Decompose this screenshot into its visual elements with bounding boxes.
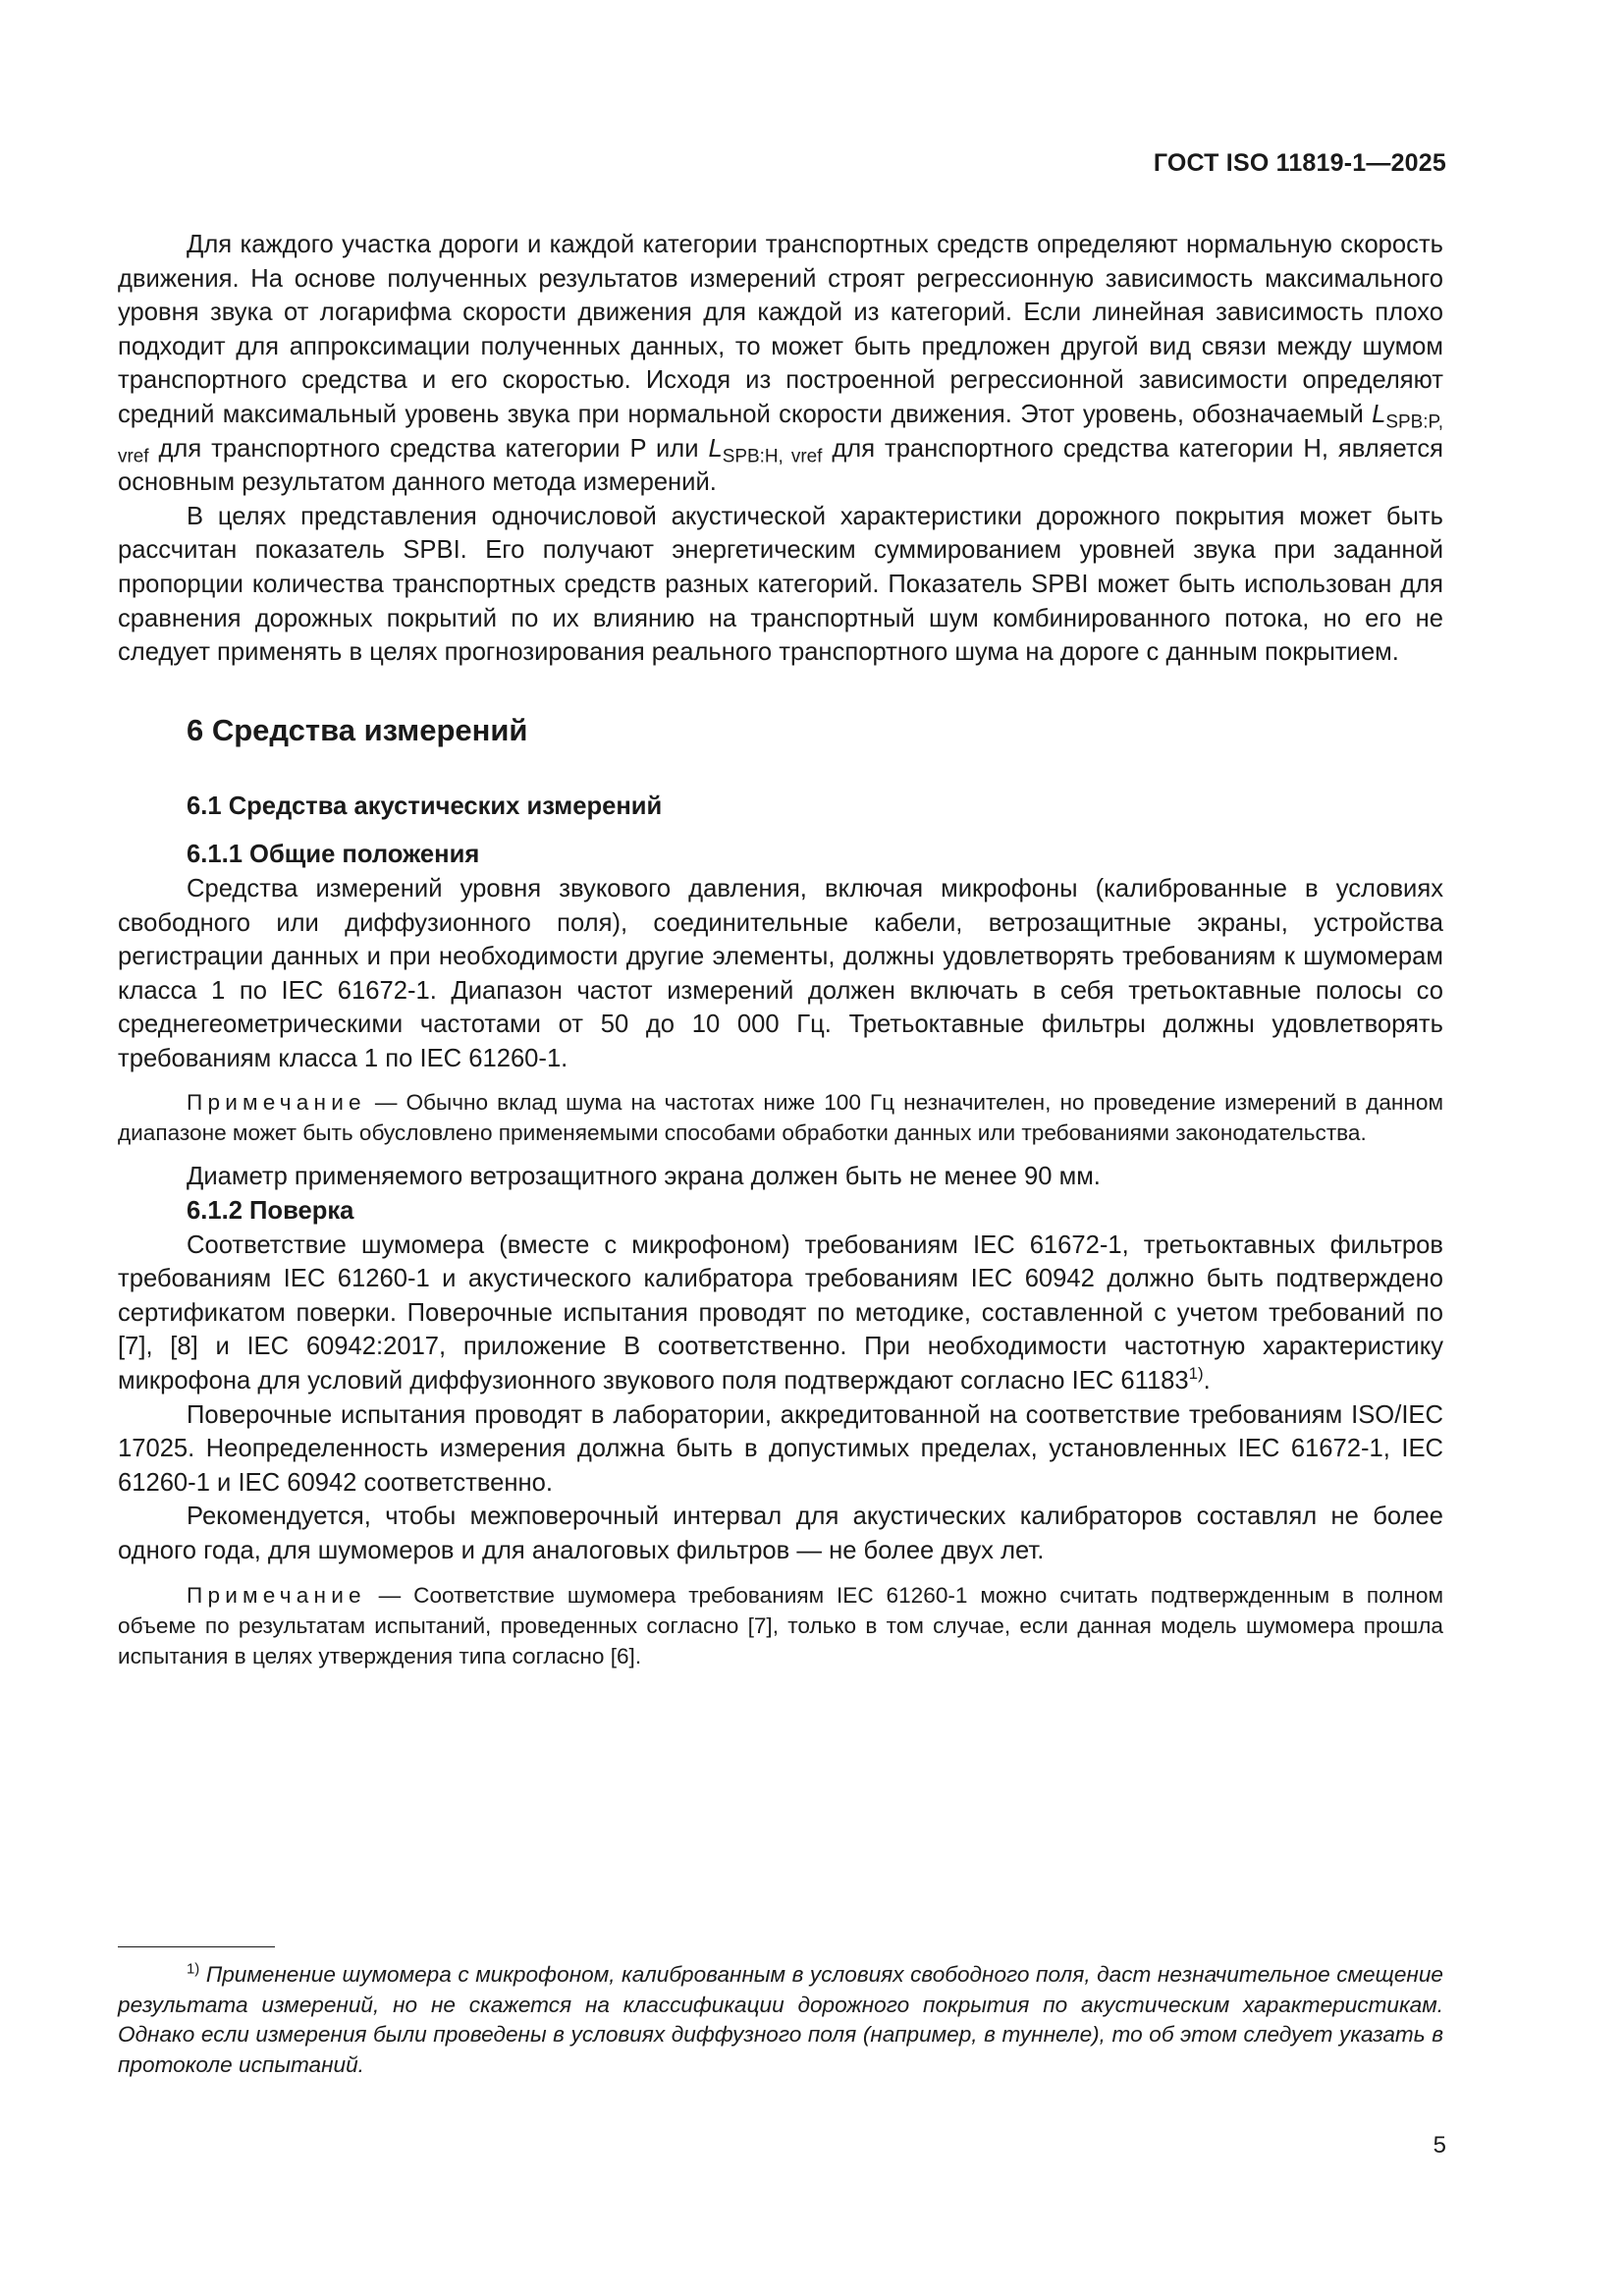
document-number-header: ГОСТ ISO 11819-1—2025 (1153, 149, 1446, 177)
paragraph-regression (118, 228, 1443, 500)
note-text: — Обычно вклад шума на частотах ниже 100 Гц незначителен, но проведение измерений в данном диапазоне может быть обусловлено применяемыми способами обработки данных или требованиями законодательства. (118, 1090, 1443, 1146)
note (118, 1087, 1443, 1148)
note-text: — Соответствие шумомера требованиям IEC 61260-1 можно считать подтвержденным в полном объеме по результатам испытаний, проведенных согласно [7], только в том случае, если данная модель шумомера прошла испытания в целях утверждения типа согласно [6]. (118, 1582, 1443, 1668)
paragraph-general-requirements: Средства измерений уровня звукового давления, включая микрофоны (калиброванные в условиях свободного или диффузионного поля), соединительные кабели, ветрозащитные экраны, устройства регистрации данных и при необходимости другие элементы, должны удовлетворять требованиям к шумомерам класса 1 по IEC 61672-1. Диапазон частот измерений должен включать в себя третьоктавные полосы со среднегеометрическими частотами от 50 до 10 000 Гц. Третьоктавные фильтры должны удовлетворять требованиям класса 1 по IEC 61260-1. (118, 874, 1443, 1072)
paragraph-interval: Рекомендуется, чтобы межповерочный интервал для акустических калибраторов составлял не более одного года, для шумомеров и для аналоговых фильтров — не более двух лет. (118, 1503, 1443, 1564)
symbol-l-spb-h: L (708, 434, 723, 463)
symbol-subscript-spb-h: SPB:H, vref (722, 445, 823, 466)
footnote-text: Применение шумомера с микрофоном, калиброванным в условиях свободного поля, даст незначительное смещение результата измерений, но не скажется на классификации дорожного покрытия по акустическим характеристикам. Однако если измерения были проведены в условиях диффузного поля (например, в туннеле), то об этом следует указать в протоколе испытаний. (118, 1962, 1443, 2077)
paragraph-verification (118, 1229, 1443, 1398)
footnote-separator (118, 1946, 275, 1947)
paragraph-spbi: В целях представления одночисловой акустической характеристики дорожного покрытия может быть рассчитан показатель SPBI. Его получают энергетическим суммированием уровней звука при заданной пропорции количества транспортных средств разных категорий. Показатель SPBI может быть использован для сравнения дорожных покрытий по их влиянию на транспортный шум комбинированного потока, но его не следует применять в целях прогнозирования реального транспортного шума на дороге с данным покрытием. (118, 502, 1443, 667)
paragraph-text: . (1203, 1367, 1211, 1395)
paragraph-windscreen: Диаметр применяемого ветрозащитного экрана должен быть не менее 90 мм. (187, 1163, 1101, 1191)
paragraph-text: для транспортного средства категории H, является основным результатом данного метода измерений. (118, 434, 1443, 497)
footnote (118, 1960, 1443, 2080)
page-number: 5 (1433, 2132, 1446, 2159)
symbol-l-spb-p: L (1372, 400, 1386, 428)
footnote-mark: 1) (187, 1961, 200, 1978)
paragraph-text: Для каждого участка дороги и каждой категории транспортных средств определяют нормальную скорость движения. На основе полученных результатов измерений строят регрессионную зависимость максимального уровня звука от логарифма скорости движения для каждой из категорий. Если линейная зависимость плохо подходит для аппроксимации полученных данных, то может быть предложен другой вид связи между шумом транспортного средства и его скоростью. Исходя из построенной регрессионной зависимости определяют средний максимальный уровень звука при нормальной скорости движения. Этот уровень, обозначаемый (118, 231, 1443, 428)
section-heading: 6 Средства измерений (187, 712, 528, 747)
footnote-reference: 1) (1188, 1364, 1204, 1384)
clause-heading: 6.1.1 Общие положения (187, 841, 480, 869)
page-content (118, 228, 1443, 1671)
paragraph-text: Соответствие шумомера (вместе с микрофоном) требованиям IEC 61672-1, третьоктавных фильтров требованиям IEC 61260-1 и акустического калибратора требованиям IEC 60942 должно быть подтверждено сертификатом поверки. Поверочные испытания проводят по методике, составленной с учетом требований по [7], [8] и IEC 60942:2017, приложение В соответственно. При необходимости частотную характеристику микрофона для условий диффузионного звукового поля подтверждают согласно IEC 61183 (118, 1230, 1443, 1395)
symbol-subscript-spb-p: SPB:P, vref (118, 411, 1443, 466)
paragraph-laboratory: Поверочные испытания проводят в лаборатории, аккредитованной на соответствие требованиям ISO/IEC 17025. Неопределенность измерения должна быть в допустимых пределах, установленных IEC 61672-1, IEC 61260-1 и IEC 60942 соответственно. (118, 1400, 1443, 1497)
note-label: Примечание (187, 1090, 366, 1116)
subsection-heading: 6.1 Средства акустических измерений (187, 792, 663, 820)
note-label: Примечание (187, 1582, 366, 1608)
note (118, 1580, 1443, 1671)
clause-heading: 6.1.2 Поверка (187, 1197, 354, 1226)
paragraph-text: для транспортного средства категории P или (148, 434, 709, 463)
